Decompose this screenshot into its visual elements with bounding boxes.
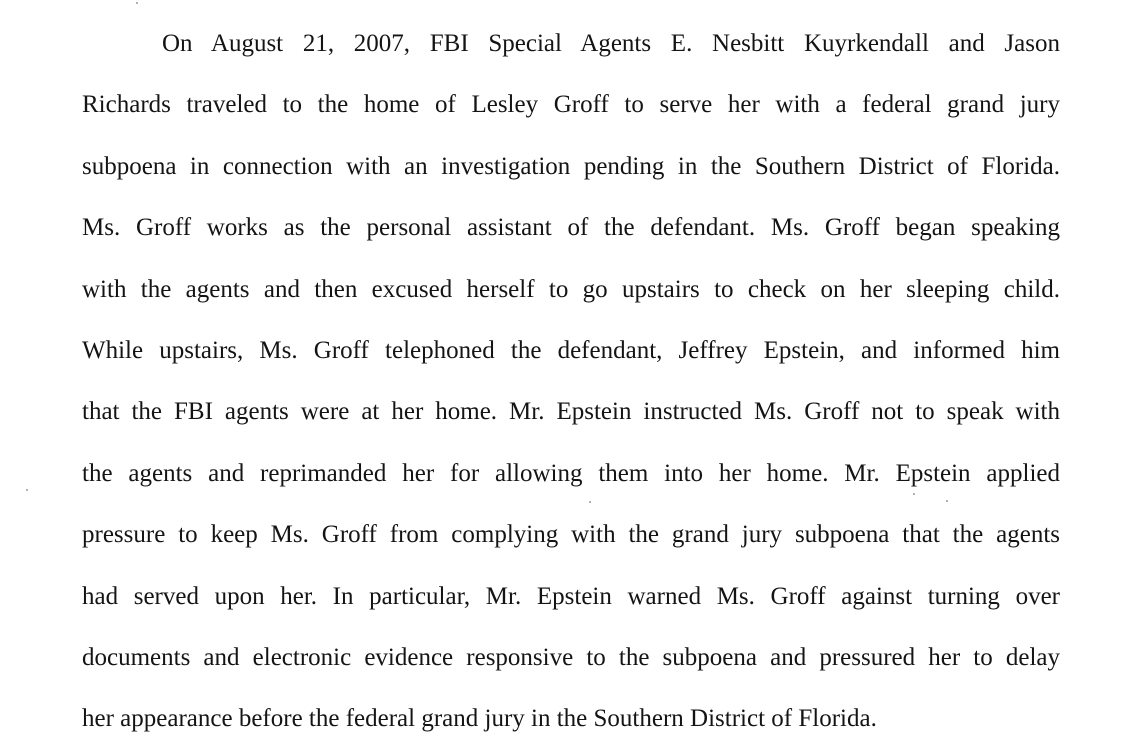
paragraph-line: the agents and reprimanded her for allowing them into her home. Mr. Epstein applied (82, 459, 1060, 487)
scan-speck (589, 501, 591, 503)
paragraph-line: subpoena in connection with an investigation pending in the Southern District of Florida. (82, 152, 1060, 180)
paragraph-line: documents and electronic evidence responsive to the subpoena and pressured her to delay (82, 643, 1060, 671)
paragraph-line: had served upon her. In particular, Mr. Epstein warned Ms. Groff against turning over (82, 582, 1060, 610)
paragraph-line: that the FBI agents were at her home. Mr. Epstein instructed Ms. Groff not to speak with (82, 398, 1060, 426)
scan-speck (913, 493, 915, 495)
paragraph-line: pressure to keep Ms. Groff from complying with the grand jury subpoena that the agents (82, 521, 1060, 549)
scan-speck (136, 2, 138, 4)
paragraph-line: with the agents and then excused herself to go upstairs to check on her sleeping child. (82, 275, 1060, 303)
paragraph-line: Richards traveled to the home of Lesley Groff to serve her with a federal grand jury (82, 91, 1060, 119)
scan-speck (26, 489, 28, 491)
scan-speck (946, 500, 948, 502)
body-paragraph (82, 18, 1060, 755)
paragraph-line: On August 21, 2007, FBI Special Agents E. Nesbitt Kuyrkendall and Jason (162, 30, 1060, 57)
paragraph-line: While upstairs, Ms. Groff telephoned the defendant, Jeffrey Epstein, and informed him (82, 336, 1060, 364)
paragraph-line: Ms. Groff works as the personal assistant of the defendant. Ms. Groff began speaking (82, 214, 1060, 242)
paragraph-line: her appearance before the federal grand jury in the Southern District of Florida. (82, 705, 877, 733)
